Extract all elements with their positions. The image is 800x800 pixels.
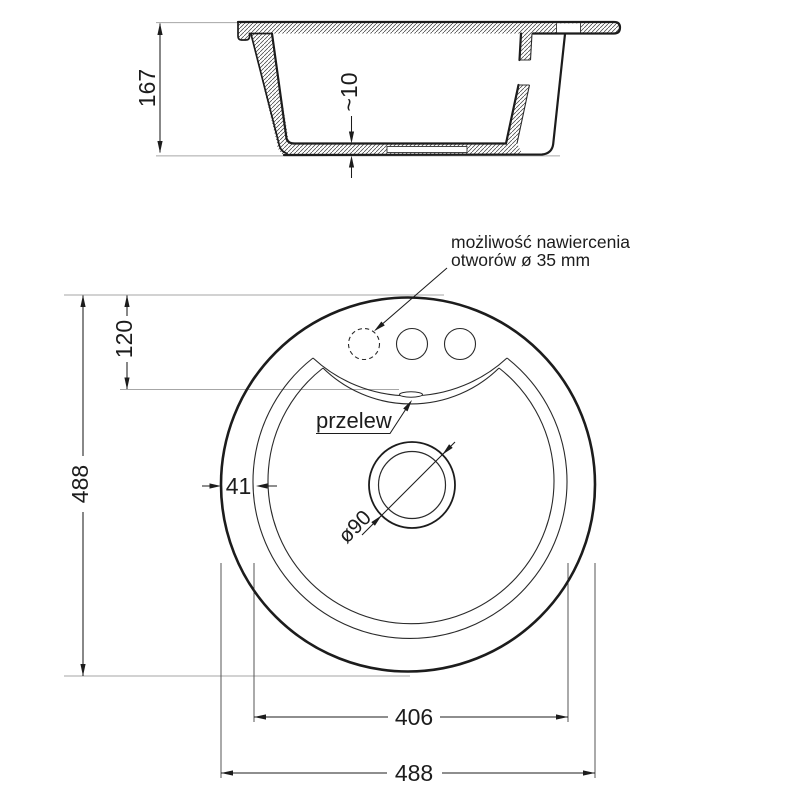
dim-41-label: 41 xyxy=(225,473,252,499)
section-drain-recess xyxy=(387,147,467,153)
dim-406-arrow-right xyxy=(556,714,568,719)
dim-41-arrow-right xyxy=(210,483,222,488)
dim-120-label: 120 xyxy=(111,319,137,359)
section-right-wall-inner-upper xyxy=(520,34,522,61)
dim-90-label: ø90 xyxy=(334,506,376,548)
dimension-bowl-diameter-406 xyxy=(254,704,568,730)
overflow-leader-arrow xyxy=(403,400,412,411)
overflow-slot xyxy=(400,392,423,397)
dimension-overall-height-488 xyxy=(67,295,93,676)
faucet-hole-1 xyxy=(397,329,428,360)
dimension-rim-width-41 xyxy=(202,473,277,499)
dim-167-arrow-down xyxy=(157,141,162,153)
dimension-drain-diameter-90 xyxy=(334,442,455,548)
dim-488h-arrow-left xyxy=(221,770,233,775)
dim-488v-label: 488 xyxy=(67,464,93,504)
dim-488h-label: 488 xyxy=(394,760,434,786)
dim-488v-arrow-down xyxy=(80,664,85,676)
dim-10-arrow-up xyxy=(349,156,354,168)
drill-note-line2: otworów ø 35 mm xyxy=(451,250,591,270)
optional-drill-hole-dashed xyxy=(349,329,380,360)
bowl-inner-edge-arc xyxy=(268,368,554,624)
dim-120-arrow-down xyxy=(124,378,129,390)
top-view xyxy=(64,232,630,786)
cross-section-view xyxy=(134,22,620,178)
dim-120-arrow-up xyxy=(124,295,129,307)
dimension-depth-167 xyxy=(134,23,163,153)
dim-167-label: 167 xyxy=(134,68,160,108)
dim-41-arrow-left xyxy=(256,483,268,488)
dim-10-arrow-down xyxy=(349,132,354,144)
faucet-ledge-outer-arc xyxy=(313,358,507,396)
section-flange-overflow-gap xyxy=(557,23,581,33)
drill-note-line1: możliwość nawiercenia xyxy=(451,232,630,252)
dim-10-label: ~10 xyxy=(336,72,362,112)
dimension-ledge-offset-120 xyxy=(111,295,137,390)
dim-406-arrow-left xyxy=(254,714,266,719)
dim-488v-arrow-up xyxy=(80,295,85,307)
dim-406-label: 406 xyxy=(394,704,434,730)
section-left-wall-hatch xyxy=(251,34,289,144)
section-basin-interior-outline xyxy=(272,34,519,144)
overflow-callout xyxy=(316,400,412,434)
overflow-label: przelew xyxy=(316,408,392,433)
section-overflow-hole-borders xyxy=(519,60,531,85)
bowl-outer-edge-arc xyxy=(253,358,567,638)
dimension-overall-width-488 xyxy=(221,760,595,786)
sink-outer-rim-circle xyxy=(221,298,595,672)
drill-note-callout xyxy=(374,232,630,331)
dimension-bottom-thickness-10 xyxy=(336,72,362,178)
dim-488h-arrow-right xyxy=(583,770,595,775)
faucet-ledge-inner-arc xyxy=(323,368,499,404)
faucet-hole-2 xyxy=(445,329,476,360)
dim-167-arrow-up xyxy=(157,23,162,35)
